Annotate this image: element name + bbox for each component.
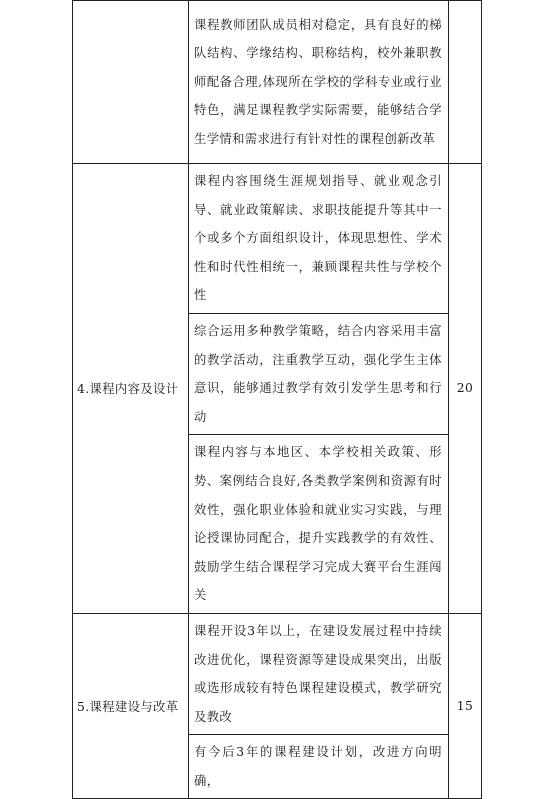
criteria-text: 课程内容围绕生涯规划指导、就业观念引导、就业政策解读、求职技能提升等其中一个或多个方面组织设计，体现思想性、学术性和时代性相统一，兼顾课程共性与学校个性 [194,174,442,303]
table-row [73,164,482,314]
item-cell: 5.课程建设与改革 [73,613,189,799]
score-cell [449,1,482,164]
criteria-cell [189,735,449,799]
criteria-cell [189,164,449,314]
criteria-cell [189,435,449,614]
criteria-cell [189,313,449,434]
score-cell: 20 [449,164,482,614]
criteria-text: 课程教师团队成员相对稳定，具有良好的梯队结构、学缘结构、职称结构，校外兼职教师配备合理,体现所在学校的学科专业或行业特色，满足课程教学实际需要，能够结合学生学情和需求进行有针对性的课程创新改革 [194,17,442,146]
criteria-text: 课程内容与本地区、本学校相关政策、形势、案例结合良好,各类教学案例和资源有时效性，强化职业体验和就业实习实践，与理论授课协同配合，提升实践教学的有效性、鼓励学生结合课程学习完成大赛平台生涯闯关 [194,445,442,603]
criteria-cell [189,613,449,734]
criteria-text: 有今后3年的课程建设计划，改进方向明确， [194,745,442,788]
score-cell: 15 [449,613,482,799]
criteria-text: 综合运用多种教学策略，结合内容采用丰富的教学活动，注重教学互动，强化学生主体意识，能够通过教学有效引发学生思考和行动 [194,323,442,424]
evaluation-criteria-table [72,0,482,799]
table-row [73,613,482,734]
item-cell [73,1,189,164]
criteria-cell [189,1,449,164]
table-row [73,1,482,164]
item-cell: 4.课程内容及设计 [73,164,189,614]
criteria-text: 课程开设3年以上，在建设发展过程中持续改进优化，课程资源等建设成果突出，出版或选形成较有特色课程建设模式，教学研究及教改 [194,623,442,724]
